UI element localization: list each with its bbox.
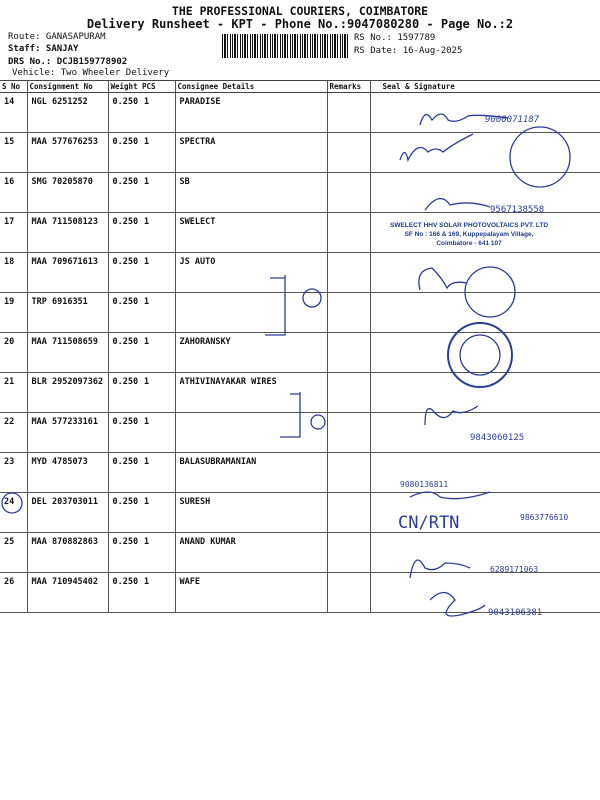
cell-remarks <box>327 173 370 213</box>
cell-weight: 0.250 <box>108 573 140 613</box>
phone-row23: 9080136811 <box>400 480 449 489</box>
stamp-line: Coimbatore - 641 107 <box>436 240 502 247</box>
cell-weight: 0.250 <box>108 293 140 333</box>
cell-seal <box>370 453 600 493</box>
cell-seal <box>370 93 600 133</box>
cell-weight: 0.250 <box>108 413 140 453</box>
table-row <box>0 133 600 173</box>
cell-seal <box>370 173 600 213</box>
cell-remarks <box>327 453 370 493</box>
phone-row25b: 6289171063 <box>490 565 539 574</box>
cell-consignment: SMG 70205870 <box>27 173 108 213</box>
cell-pcs: 1 <box>140 373 175 413</box>
cell-pcs: 1 <box>140 133 175 173</box>
col-weight: Weight <box>108 81 140 93</box>
col-seal: Seal & Signature <box>370 81 600 93</box>
cell-pcs: 1 <box>140 253 175 293</box>
cell-sno: 23 <box>0 453 27 493</box>
phone-row16: 9567138558 <box>490 205 545 215</box>
table-row <box>0 373 600 413</box>
cell-sno: 18 <box>0 253 27 293</box>
cell-remarks <box>327 293 370 333</box>
cell-weight: 0.250 <box>108 453 140 493</box>
cell-pcs: 1 <box>140 333 175 373</box>
cell-consignee: ZAHORANSKY <box>175 333 327 373</box>
cell-consignee: ATHIVINAYAKAR WIRES <box>175 373 327 413</box>
cell-sno: 20 <box>0 333 27 373</box>
staff: Staff: SANJAY <box>8 44 79 54</box>
cell-sno: 19 <box>0 293 27 333</box>
cell-pcs: 1 <box>140 293 175 333</box>
phone-row26: 9043106381 <box>488 608 543 618</box>
cell-consignee <box>175 413 327 453</box>
cell-remarks <box>327 493 370 533</box>
cell-weight: 0.250 <box>108 93 140 133</box>
col-remarks: Remarks <box>327 81 370 93</box>
phone-row25a: 9863776610 <box>520 513 569 522</box>
vehicle: Vehicle: Two Wheeler Delivery <box>12 68 170 78</box>
cell-consignee: SWELECT <box>175 213 327 253</box>
cell-consignee: SB <box>175 173 327 213</box>
cell-seal <box>370 133 600 173</box>
cell-seal <box>370 253 600 293</box>
cell-sno: 14 <box>0 93 27 133</box>
drs-number: DRS No.: DCJB159778902 <box>8 57 128 67</box>
cell-consignee: SPECTRA <box>175 133 327 173</box>
cell-seal <box>370 373 600 413</box>
cell-consignee: SURESH <box>175 493 327 533</box>
cell-remarks <box>327 213 370 253</box>
cell-weight: 0.250 <box>108 133 140 173</box>
cell-pcs: 1 <box>140 173 175 213</box>
cell-weight: 0.250 <box>108 333 140 373</box>
cell-consignment: MYD 4785073 <box>27 453 108 493</box>
table-row <box>0 333 600 373</box>
cn-rtn-note: CN/RTN <box>398 513 460 533</box>
cell-sno: 21 <box>0 373 27 413</box>
cell-pcs: 1 <box>140 533 175 573</box>
cell-sno: 24 <box>0 493 27 533</box>
phone-row22: 9843060125 <box>470 433 525 443</box>
cell-consignment: MAA 711508123 <box>27 213 108 253</box>
stamp-line: SF No : 166 & 169, Kuppepalayam Village, <box>404 231 534 238</box>
cell-remarks <box>327 373 370 413</box>
cell-sno: 15 <box>0 133 27 173</box>
cell-sno: 26 <box>0 573 27 613</box>
cell-consignment: MAA 709671613 <box>27 253 108 293</box>
cell-consignee: PARADISE <box>175 93 327 133</box>
cell-pcs: 1 <box>140 413 175 453</box>
cell-consignment: MAA 870882863 <box>27 533 108 573</box>
cell-seal <box>370 293 600 333</box>
cell-remarks <box>327 413 370 453</box>
cell-consignee: BALASUBRAMANIAN <box>175 453 327 493</box>
cell-pcs: 1 <box>140 93 175 133</box>
route: Route: GANASAPURAM <box>8 32 106 42</box>
cell-weight: 0.250 <box>108 253 140 293</box>
company-title: THE PROFESSIONAL COURIERS, COIMBATORE <box>171 4 429 18</box>
cell-consignment: MAA 577676253 <box>27 133 108 173</box>
cell-seal <box>370 333 600 373</box>
cell-pcs: 1 <box>140 573 175 613</box>
cell-seal <box>370 493 600 533</box>
runsheet-table <box>0 80 600 613</box>
cell-consignee <box>175 293 327 333</box>
table-row <box>0 413 600 453</box>
cell-seal <box>370 413 600 453</box>
table-row <box>0 493 600 533</box>
col-sno: S No <box>0 81 27 93</box>
col-consignee: Consignee Details <box>175 81 327 93</box>
cell-weight: 0.250 <box>108 173 140 213</box>
cell-consignee: JS AUTO <box>175 253 327 293</box>
stamp-line: SWELECT HHV SOLAR PHOTOVOLTAICS PVT. LTD <box>390 222 549 229</box>
cell-consignment: MAA 711508659 <box>27 333 108 373</box>
table-row <box>0 453 600 493</box>
cell-pcs: 1 <box>140 213 175 253</box>
cell-consignment: DEL 203703011 <box>27 493 108 533</box>
barcode <box>222 34 350 58</box>
cell-remarks <box>327 573 370 613</box>
cell-consignment: MAA 710945402 <box>27 573 108 613</box>
cell-pcs: 1 <box>140 453 175 493</box>
cell-remarks <box>327 533 370 573</box>
col-consignment: Consignment No <box>27 81 108 93</box>
cell-weight: 0.250 <box>108 213 140 253</box>
cell-seal <box>370 573 600 613</box>
rs-date: RS Date: 16-Aug-2025 <box>354 46 463 56</box>
cell-sno: 22 <box>0 413 27 453</box>
cell-remarks <box>327 133 370 173</box>
table-row <box>0 293 600 333</box>
cell-sno: 16 <box>0 173 27 213</box>
cell-pcs: 1 <box>140 493 175 533</box>
cell-consignment: BLR 2952097362 <box>27 373 108 413</box>
cell-remarks <box>327 333 370 373</box>
swelect-stamp <box>390 221 548 248</box>
table-row <box>0 93 600 133</box>
cell-weight: 0.250 <box>108 493 140 533</box>
table-row <box>0 573 600 613</box>
cell-consignment: TRP 6916351 <box>27 293 108 333</box>
col-pcs: PCS <box>140 81 175 93</box>
table-row <box>0 533 600 573</box>
table-row <box>0 253 600 293</box>
runsheet-title: Delivery Runsheet - KPT - Phone No.:9047080280 - Page No.:2 <box>86 17 514 31</box>
rs-number: RS No.: 1597789 <box>354 33 436 43</box>
cell-consignee: ANAND KUMAR <box>175 533 327 573</box>
phone-row14: 9000071187 <box>485 115 540 125</box>
cell-weight: 0.250 <box>108 533 140 573</box>
cell-remarks <box>327 93 370 133</box>
cell-seal <box>370 533 600 573</box>
cell-sno: 25 <box>0 533 27 573</box>
cell-consignee: WAFE <box>175 573 327 613</box>
cell-weight: 0.250 <box>108 373 140 413</box>
cell-consignment: MAA 577233161 <box>27 413 108 453</box>
cell-sno: 17 <box>0 213 27 253</box>
cell-consignment: NGL 6251252 <box>27 93 108 133</box>
table-row <box>0 173 600 213</box>
cell-remarks <box>327 253 370 293</box>
